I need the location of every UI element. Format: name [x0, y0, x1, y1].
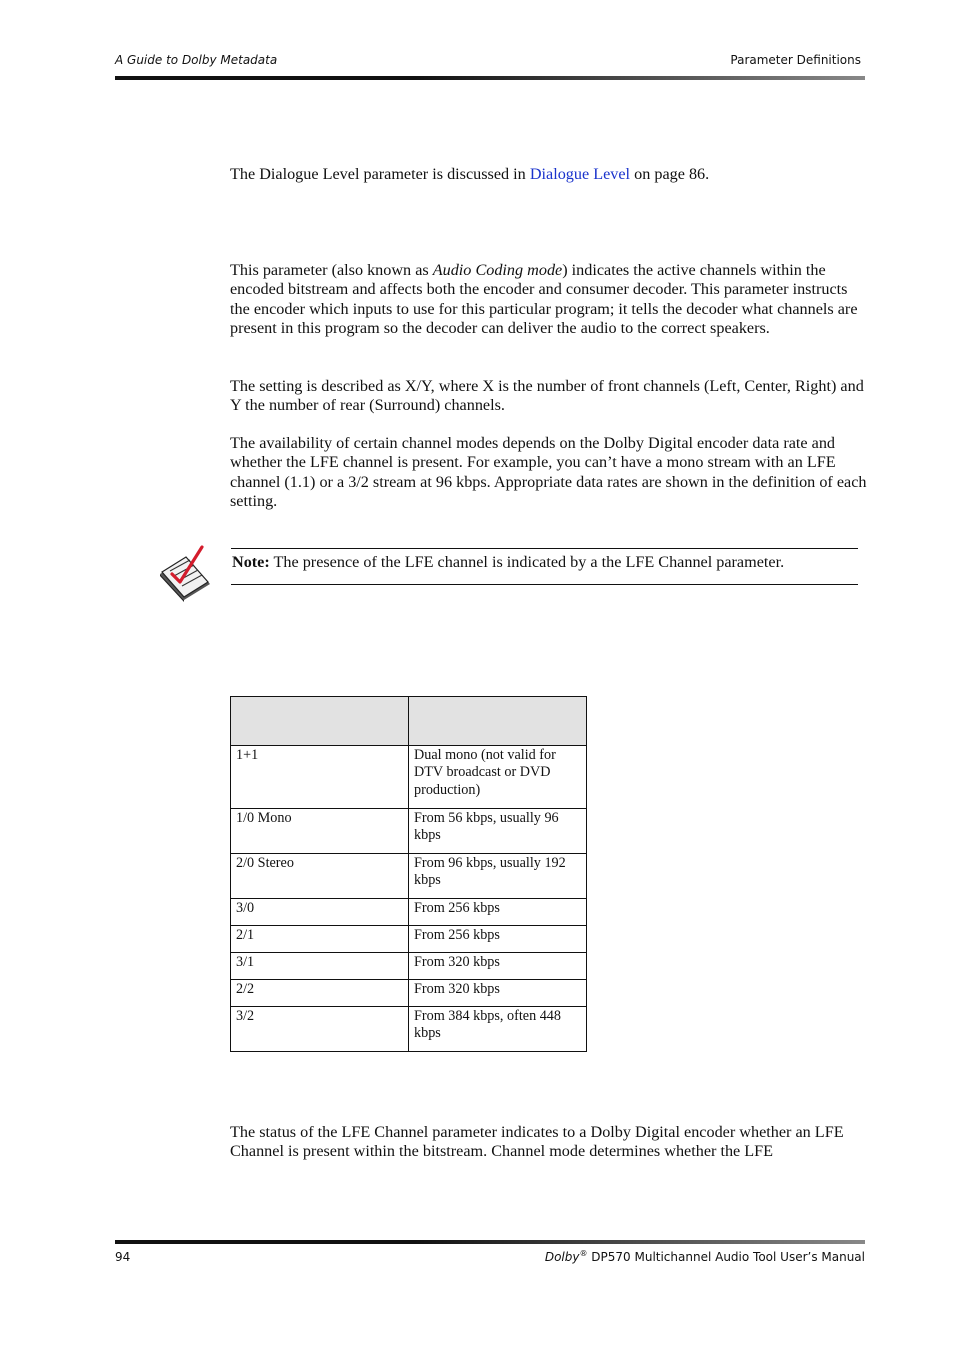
mode-cell: 3/0 [231, 899, 409, 926]
note-top-rule [231, 548, 858, 549]
mode-cell: 2/0 Stereo [231, 854, 409, 899]
table-row [231, 926, 587, 953]
running-header-section: Parameter Definitions [730, 53, 861, 67]
footer-brand: Dolby [544, 1250, 580, 1264]
table-row [231, 746, 587, 809]
mode-cell: 2/2 [231, 980, 409, 1007]
table-row [231, 854, 587, 899]
note-checklist-icon [156, 544, 214, 602]
note-body: The presence of the LFE channel is indicated by a the LFE Channel parameter. [269, 553, 785, 571]
channel-mode-paragraph-3: The availability of certain channel modes depends on the Dolby Digital encoder data rate and whether the LFE channel is present. For example, you can’t have a mono stream with an LFE channel (1.1) or a 3/2 stream at 96 kbps. Appropriate data rates are shown in the definition of each setting. [230, 434, 867, 511]
registered-mark: ® [579, 1249, 588, 1258]
footer-manual-title [545, 1250, 865, 1264]
data-rate-cell: From 56 kbps, usually 96 kbps [409, 809, 587, 854]
dialogue-level-paragraph [230, 165, 870, 184]
note-bottom-rule [231, 584, 858, 585]
note-paragraph [232, 552, 862, 572]
table-row [231, 809, 587, 854]
data-rate-cell: From 320 kbps [409, 980, 587, 1007]
channel-mode-table [230, 696, 587, 1052]
channel-mode-p1-before: This parameter (also known as [230, 261, 433, 279]
mode-cell: 2/1 [231, 926, 409, 953]
channel-mode-paragraph-1 [230, 261, 870, 339]
dialogue-text-before: The Dialogue Level parameter is discussed in [230, 165, 530, 183]
data-rate-cell: From 256 kbps [409, 926, 587, 953]
data-rate-cell: From 320 kbps [409, 953, 587, 980]
mode-cell: 1+1 [231, 746, 409, 809]
footer-title-text: DP570 Multichannel Audio Tool User’s Manual [587, 1250, 865, 1264]
dialogue-level-link[interactable]: Dialogue Level [529, 165, 631, 183]
channel-mode-paragraph-2: The setting is described as X/Y, where X is the number of front channels (Left, Center, Right) and Y the number of rear (Surround) channels. [230, 377, 864, 415]
data-rate-cell: From 384 kbps, often 448 kbps [409, 1007, 587, 1052]
data-rate-cell: From 256 kbps [409, 899, 587, 926]
lfe-channel-paragraph: The status of the LFE Channel parameter indicates to a Dolby Digital encoder whether an LFE Channel is present within the bitstream. Channel mode determines whether the LFE [230, 1123, 844, 1161]
dialogue-text-after: on page 86. [630, 165, 710, 183]
mode-cell: 3/1 [231, 953, 409, 980]
table-header-cell [409, 697, 587, 746]
header-rule [115, 76, 865, 80]
audio-coding-mode-term: Audio Coding mode [432, 261, 563, 279]
footer-rule [115, 1240, 865, 1244]
table-row [231, 980, 587, 1007]
table-header-cell [231, 697, 409, 746]
data-rate-cell: Dual mono (not valid for DTV broadcast or DVD production) [409, 746, 587, 809]
running-header-title: A Guide to Dolby Metadata [115, 53, 278, 67]
mode-cell: 3/2 [231, 1007, 409, 1052]
table-row [231, 899, 587, 926]
table-row [231, 953, 587, 980]
note-label: Note: [232, 553, 270, 571]
channel-mode-p1-after: ) indicates the active channels within the encoded bitstream and affects both the encoder and consumer decoder. This parameter instructs the encoder which inputs to use for this particular program; it tells the decoder what channels are present in this program so the decoder can deliver the audio to the correct speakers. [230, 261, 858, 338]
table-header-row [231, 697, 587, 746]
page-number: 94 [115, 1250, 131, 1264]
table-row [231, 1007, 587, 1052]
mode-cell: 1/0 Mono [231, 809, 409, 854]
data-rate-cell: From 96 kbps, usually 192 kbps [409, 854, 587, 899]
